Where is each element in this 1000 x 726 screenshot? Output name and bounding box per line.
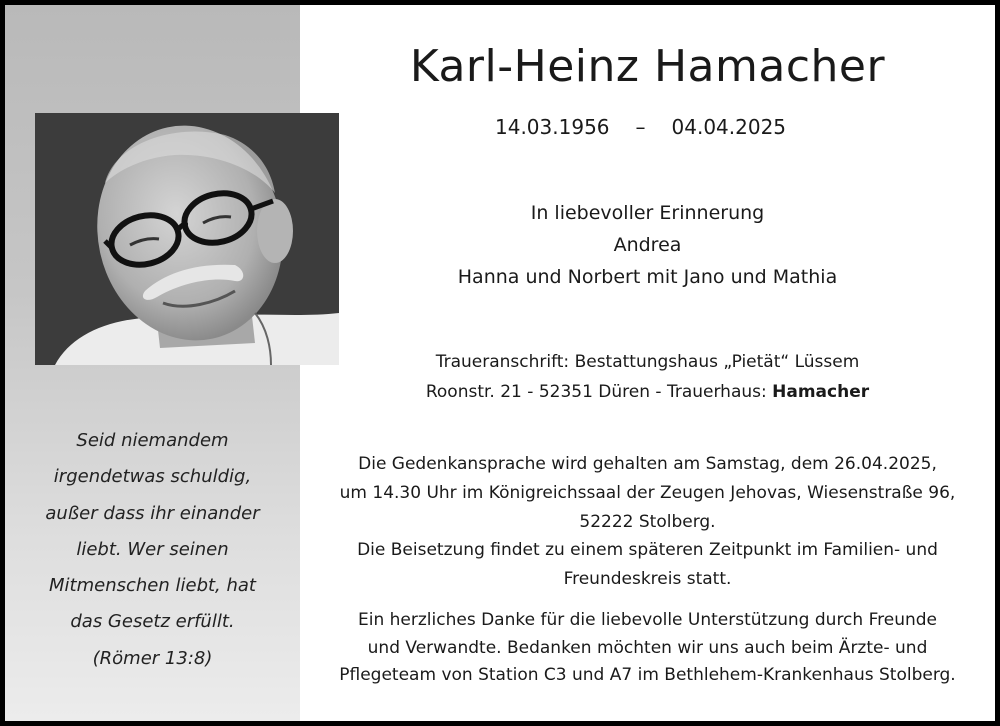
street-line [300, 378, 995, 408]
death-date: 04.04.2025 [671, 115, 787, 139]
mourning-house-name: Hamacher [772, 381, 870, 402]
quote-line: außer dass ihr einander [45, 502, 260, 524]
ceremony-line: 52222 Stolberg. [579, 511, 716, 532]
ceremony-line: um 14.30 Uhr im Königreichssaal der Zeugen Jehovas, Wiesenstraße 96, [339, 482, 956, 503]
funeral-home-line: Traueranschrift: Bestattungshaus „Pietät“ Lüssem [435, 352, 860, 372]
quote-line: irgendetwas schuldig, [53, 466, 252, 488]
portrait-photo [35, 113, 339, 365]
quote-line: das Gesetz erfüllt. [70, 611, 235, 633]
birth-date: 14.03.1956 [495, 115, 610, 139]
ceremony-line: Die Beisetzung findet zu einem späteren Zeitpunkt im Familien- und [357, 540, 938, 561]
mourner-line: Andrea [613, 234, 682, 256]
ceremony-info [300, 450, 995, 594]
thanks-line: Ein herzliches Danke für die liebevolle Unterstützung durch Freunde [358, 610, 937, 630]
quote-line: Seid niemandem [76, 430, 229, 451]
bible-quote [5, 423, 300, 677]
street-text: Roonstr. 21 - 52351 Düren - Trauerhaus: [425, 381, 773, 402]
quote-line: Mitmenschen liebt, hat [49, 575, 256, 597]
ceremony-line: Freundeskreis statt. [563, 569, 732, 590]
thanks-line: und Verwandte. Bedanken möchten wir uns auch beim Ärzte- und [367, 637, 928, 658]
portrait-illustration [35, 113, 339, 365]
ceremony-line: Die Gedenkansprache wird gehalten am Samstag, dem 26.04.2025, [358, 454, 937, 474]
quote-reference: (Römer 13:8) [92, 647, 213, 669]
date-separator: – [635, 115, 646, 139]
mourning-address [300, 348, 995, 407]
remembrance-heading: In liebevoller Erinnerung [530, 202, 765, 224]
thanks-note [300, 607, 995, 690]
sidebar [5, 5, 300, 721]
quote-line: liebt. Wer seinen [76, 538, 229, 560]
thanks-line: Pflegeteam von Station C3 und A7 im Bethlehem-Krankenhaus Stolberg. [339, 665, 956, 685]
mourner-line: Hanna und Norbert mit Jano und Mathia [457, 266, 838, 288]
deceased-name: Karl-Heinz Hamacher [409, 41, 886, 92]
remembrance-block [300, 197, 995, 293]
life-dates [495, 115, 786, 139]
